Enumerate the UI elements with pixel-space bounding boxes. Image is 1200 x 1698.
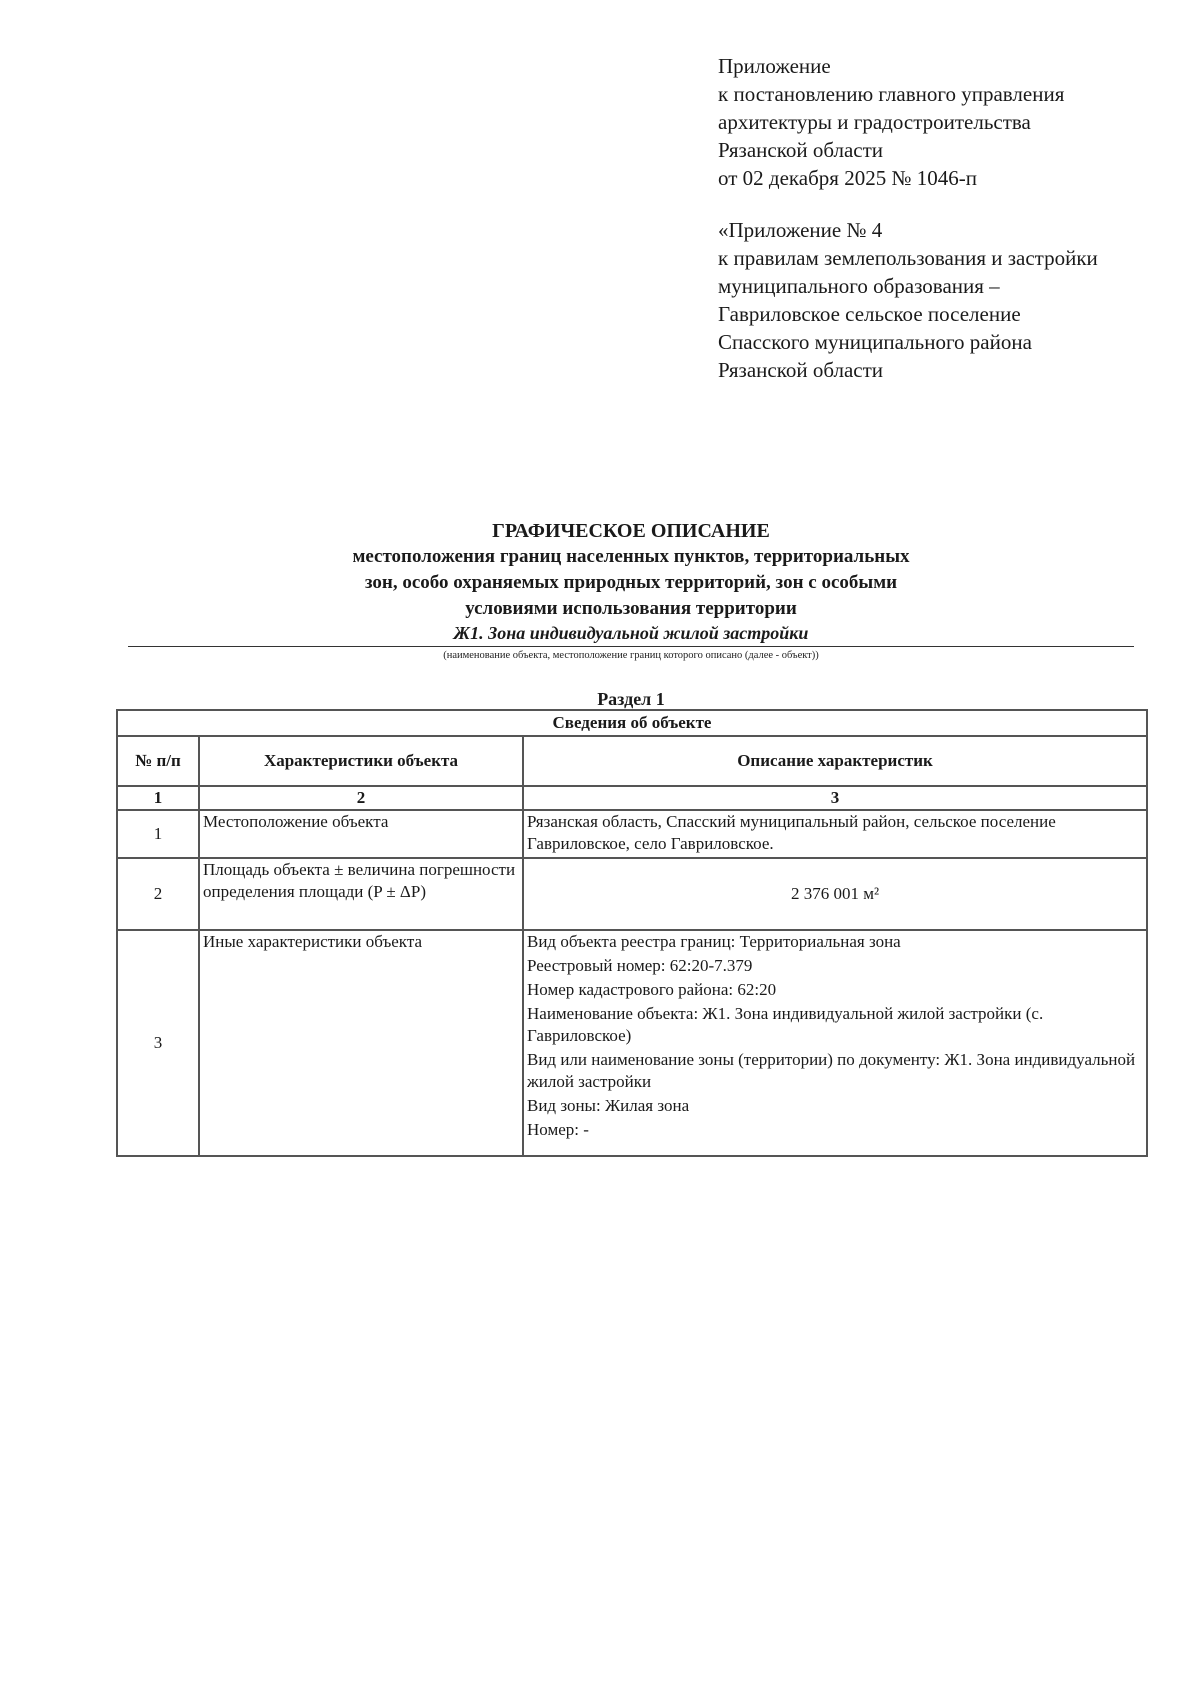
document-title-block bbox=[128, 518, 1134, 663]
appendix-4-header bbox=[718, 216, 1098, 384]
appendix-4-line: Рязанской области bbox=[718, 358, 884, 382]
appendix-4-line: Гавриловское сельское поселение bbox=[718, 302, 1021, 326]
appendix-line: от 02 декабря 2025 № 1046-п bbox=[718, 166, 977, 190]
header-description: Описание характеристик bbox=[523, 736, 1147, 786]
appendix-4-line: к правилам землепользования и застройки bbox=[718, 246, 1098, 270]
row-description bbox=[523, 810, 1147, 858]
document-subtitle-line: местоположения границ населенных пунктов, территориальных bbox=[352, 546, 910, 567]
header-number: № п/п bbox=[117, 736, 199, 786]
document-title: ГРАФИЧЕСКОЕ ОПИСАНИЕ bbox=[492, 520, 770, 542]
description-line: Наименование объекта: Ж1. Зона индивидуальной жилой застройки (с. Гавриловское) bbox=[527, 1004, 1044, 1045]
description-line: Рязанская область, Спасский муниципальный район, сельское поселение Гавриловское, село Гавриловское. bbox=[527, 812, 1056, 853]
row-characteristic: Местоположение объекта bbox=[199, 810, 523, 858]
row-number: 3 bbox=[117, 930, 199, 1156]
appendix-4-line: муниципального образования – bbox=[718, 274, 1000, 298]
appendix-header bbox=[718, 52, 1064, 192]
object-name-underline bbox=[128, 646, 1134, 647]
document-subtitle-line: условиями использования территории bbox=[465, 598, 797, 619]
appendix-line: Рязанской области bbox=[718, 138, 884, 162]
appendix-line: архитектуры и градостроительства bbox=[718, 110, 1031, 134]
column-number: 2 bbox=[199, 786, 523, 810]
row-description bbox=[523, 858, 1147, 930]
description-line: Реестровый номер: 62:20-7.379 bbox=[527, 956, 753, 975]
description-line: Вид или наименование зоны (территории) по документу: Ж1. Зона индивидуальной жилой застройки bbox=[527, 1050, 1136, 1091]
description-line: Номер: - bbox=[527, 1120, 589, 1139]
object-name-caption: (наименование объекта, местоположение границ которого описано (далее - объект)) bbox=[443, 650, 819, 661]
table-caption-row bbox=[117, 710, 1147, 736]
appendix-4-line: Спасского муниципального района bbox=[718, 330, 1032, 354]
row-characteristic: Площадь объекта ± величина погрешности определения площади (P ± ΔP) bbox=[199, 858, 523, 930]
object-info-table bbox=[116, 709, 1148, 1157]
column-number: 3 bbox=[523, 786, 1147, 810]
header-characteristic: Характеристики объекта bbox=[199, 736, 523, 786]
row-characteristic: Иные характеристики объекта bbox=[199, 930, 523, 1156]
row-number: 1 bbox=[117, 810, 199, 858]
object-name: Ж1. Зона индивидуальной жилой застройки bbox=[453, 623, 809, 643]
appendix-line: к постановлению главного управления bbox=[718, 82, 1065, 106]
document-subtitle-line: зон, особо охраняемых природных территорий, зон с особыми bbox=[364, 572, 898, 593]
description-line: 2 376 001 м² bbox=[790, 884, 880, 903]
description-line: Вид зоны: Жилая зона bbox=[527, 1096, 690, 1115]
table-row bbox=[117, 930, 1147, 1156]
table-row bbox=[117, 858, 1147, 930]
row-description bbox=[523, 930, 1147, 1156]
column-number-row bbox=[117, 786, 1147, 810]
table-header-row bbox=[117, 736, 1147, 786]
description-line: Вид объекта реестра границ: Территориальная зона bbox=[527, 932, 901, 951]
table-caption: Сведения об объекте bbox=[117, 710, 1147, 736]
appendix-4-line: «Приложение № 4 bbox=[718, 218, 883, 242]
table-row bbox=[117, 810, 1147, 858]
section-title: Раздел 1 bbox=[597, 689, 665, 709]
description-line: Номер кадастрового района: 62:20 bbox=[527, 980, 777, 999]
row-number: 2 bbox=[117, 858, 199, 930]
column-number: 1 bbox=[117, 786, 199, 810]
appendix-line: Приложение bbox=[718, 54, 831, 78]
